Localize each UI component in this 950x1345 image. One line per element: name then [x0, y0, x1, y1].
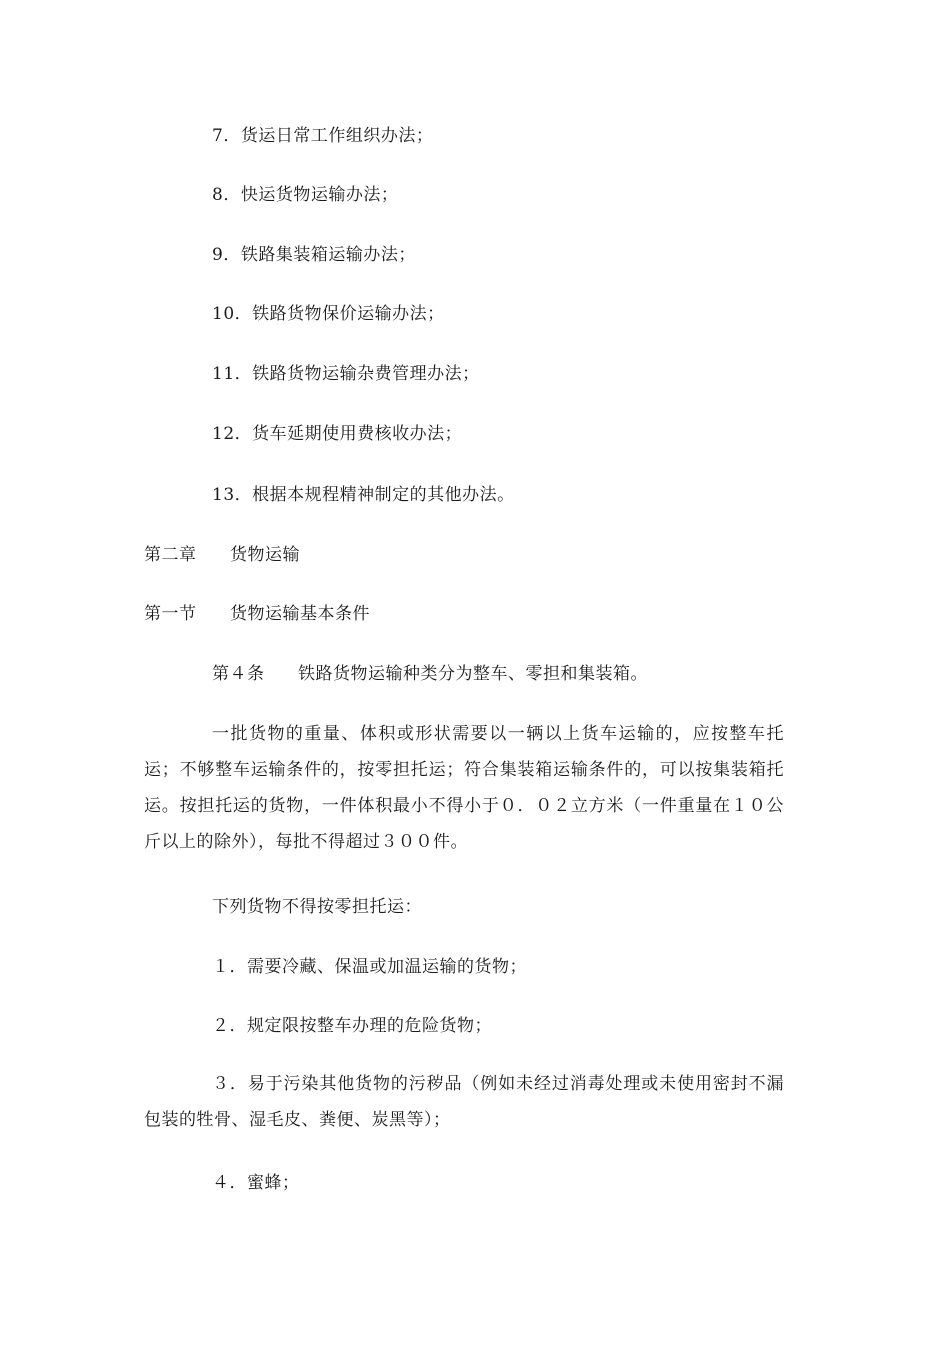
article-label: 第４条	[212, 664, 265, 684]
paragraph-consignment-rules: 一批货物的重量、体积或形状需要以一辆以上货车运输的，应按整车托运；不够整车运输条件的，按零担托运；符合集装箱运输条件的，可以按集装箱托运。按担托运的货物，一件体积最小不得小于０．０２立方米（一件重量在１０公斤以上的除外），每批不得超过３００件。	[144, 724, 784, 852]
section-label: 第一节	[144, 604, 197, 624]
list-item: １．需要冷藏、保温或加温运输的货物；	[212, 957, 527, 977]
section-heading	[144, 602, 370, 626]
chapter-heading	[144, 543, 300, 567]
section-title: 货物运输基本条件	[230, 604, 370, 624]
article-4	[212, 662, 648, 686]
article-text: 铁路货物运输种类分为整车、零担和集装箱。	[298, 664, 648, 684]
paragraph-exclusions-intro: 下列货物不得按零担托运：	[212, 897, 422, 917]
chapter-title: 货物运输	[230, 545, 300, 565]
list-item: 12．货车延期使用费核收办法；	[212, 424, 463, 444]
list-item: ４．蜜蜂；	[212, 1173, 300, 1193]
list-item: 11．铁路货物运输杂费管理办法；	[212, 364, 480, 384]
list-item: ３．易于污染其他货物的污秽品（例如未经过消毒处理或未使用密封不漏包装的牲骨、湿毛皮、粪便、炭黑等）；	[144, 1074, 784, 1130]
list-item: 8．快运货物运输办法；	[212, 185, 399, 205]
list-item: 10．铁路货物保价运输办法；	[212, 304, 445, 324]
list-item: 13．根据本规程精神制定的其他办法。	[212, 485, 515, 505]
list-item: 7．货运日常工作组织办法；	[212, 126, 434, 146]
list-item: 9．铁路集装箱运输办法；	[212, 245, 416, 265]
chapter-label: 第二章	[144, 545, 197, 565]
list-item: ２．规定限按整车办理的危险货物；	[212, 1016, 492, 1036]
